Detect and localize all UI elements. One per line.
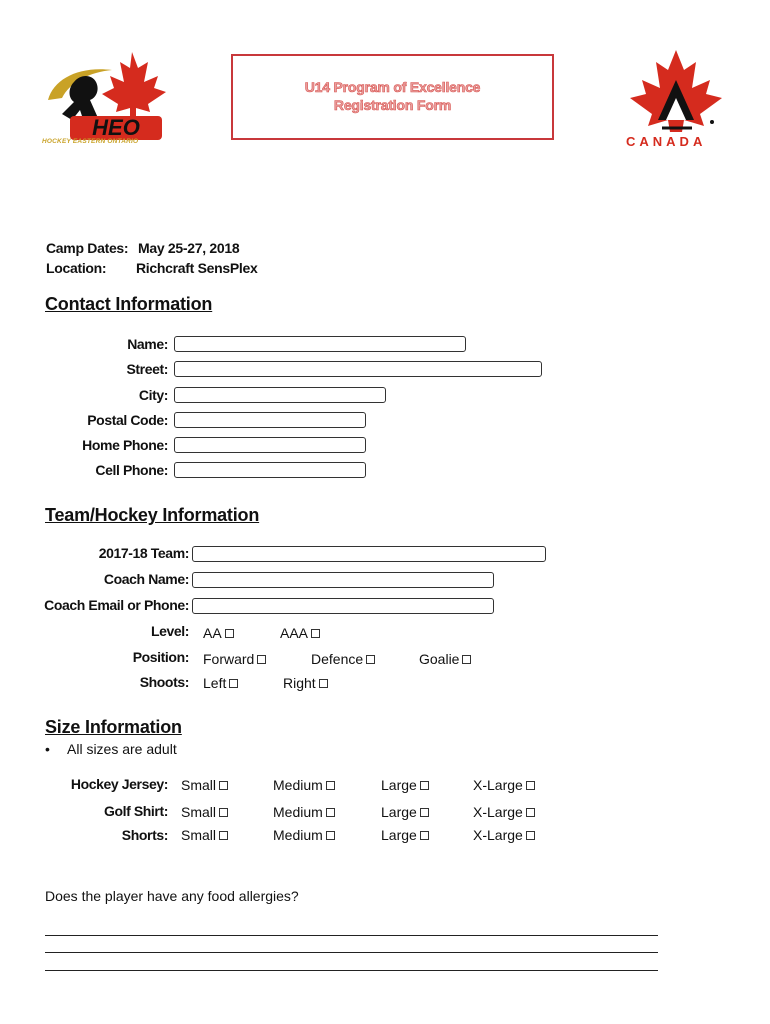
coach-name-field[interactable] — [192, 572, 494, 588]
checkbox[interactable] — [219, 781, 228, 790]
checkbox[interactable] — [219, 808, 228, 817]
level-option-aaa[interactable]: AAA — [280, 625, 320, 641]
coach-contact-field[interactable] — [192, 598, 494, 614]
checkbox[interactable] — [326, 808, 335, 817]
camp-location-value: Richcraft SensPlex — [136, 260, 258, 276]
position-option-goalie[interactable]: Goalie — [419, 651, 471, 667]
jersey-size-xlarge[interactable]: X-Large — [473, 777, 535, 793]
cell-phone-label: Cell Phone: — [95, 462, 168, 478]
checkbox[interactable] — [319, 679, 328, 688]
position-label: Position: — [132, 649, 189, 665]
position-option-forward[interactable]: Forward — [203, 651, 266, 667]
allergies-answer-line-3[interactable] — [45, 970, 658, 971]
checkbox[interactable] — [326, 831, 335, 840]
home-phone-label: Home Phone: — [82, 437, 168, 453]
level-option-aa[interactable]: AA — [203, 625, 234, 641]
hockey-canada-logo — [622, 48, 730, 152]
checkbox[interactable] — [420, 808, 429, 817]
shorts-size-large[interactable]: Large — [381, 827, 429, 843]
home-phone-field[interactable] — [174, 437, 366, 453]
heo-logo — [40, 48, 172, 148]
golf-size-medium[interactable]: Medium — [273, 804, 335, 820]
checkbox[interactable] — [229, 679, 238, 688]
shorts-size-xlarge[interactable]: X-Large — [473, 827, 535, 843]
postal-code-field[interactable] — [174, 412, 366, 428]
checkbox[interactable] — [225, 629, 234, 638]
shorts-label: Shorts: — [121, 827, 168, 843]
hockey-jersey-label: Hockey Jersey: — [70, 776, 168, 792]
name-field[interactable] — [174, 336, 466, 352]
street-label: Street: — [126, 361, 168, 377]
team-field[interactable] — [192, 546, 546, 562]
team-heading: Team/Hockey Information — [45, 505, 260, 525]
cell-phone-field[interactable] — [174, 462, 366, 478]
checkbox[interactable] — [526, 808, 535, 817]
checkbox[interactable] — [420, 781, 429, 790]
checkbox[interactable] — [526, 781, 535, 790]
team-label: 2017-18 Team: — [98, 545, 189, 561]
jersey-size-large[interactable]: Large — [381, 777, 429, 793]
golf-size-xlarge[interactable]: X-Large — [473, 804, 535, 820]
golf-size-large[interactable]: Large — [381, 804, 429, 820]
camp-dates-label: Camp Dates: — [46, 240, 129, 256]
title-line-1: U14 Program of Excellence — [304, 79, 481, 95]
heo-logo-subtext: HOCKEY EASTERN ONTARIO — [42, 138, 139, 145]
allergies-answer-line-1[interactable] — [45, 935, 658, 936]
shoots-option-right[interactable]: Right — [283, 675, 328, 691]
checkbox[interactable] — [326, 781, 335, 790]
golf-size-small[interactable]: Small — [181, 804, 228, 820]
jersey-size-small[interactable]: Small — [181, 777, 228, 793]
contact-heading: Contact Information — [45, 294, 213, 314]
checkbox[interactable] — [526, 831, 535, 840]
coach-contact-label: Coach Email or Phone: — [44, 597, 189, 613]
allergies-question: Does the player have any food allergies? — [45, 888, 299, 904]
size-heading: Size Information — [45, 717, 182, 737]
shoots-label: Shoots: — [139, 674, 189, 690]
level-label: Level: — [150, 623, 189, 639]
city-field[interactable] — [174, 387, 386, 403]
title-line-2: Registration Form — [333, 97, 452, 113]
title-box — [231, 54, 554, 140]
checkbox[interactable] — [366, 655, 375, 664]
postal-code-label: Postal Code: — [87, 412, 168, 428]
size-note: • All sizes are adult — [45, 741, 177, 757]
allergies-answer-line-2[interactable] — [45, 952, 658, 953]
checkbox[interactable] — [311, 629, 320, 638]
bullet-icon: • — [45, 741, 50, 757]
camp-dates-value: May 25-27, 2018 — [138, 240, 240, 256]
camp-location-label: Location: — [46, 260, 107, 276]
jersey-size-medium[interactable]: Medium — [273, 777, 335, 793]
checkbox[interactable] — [219, 831, 228, 840]
shoots-option-left[interactable]: Left — [203, 675, 238, 691]
checkbox[interactable] — [420, 831, 429, 840]
checkbox[interactable] — [257, 655, 266, 664]
golf-shirt-label: Golf Shirt: — [103, 803, 168, 819]
coach-name-label: Coach Name: — [103, 571, 189, 587]
position-option-defence[interactable]: Defence — [311, 651, 375, 667]
street-field[interactable] — [174, 361, 542, 377]
name-label: Name: — [127, 336, 168, 352]
canada-wordmark: CANADA — [626, 134, 707, 149]
svg-text:HEO: HEO — [92, 115, 140, 140]
city-label: City: — [138, 387, 168, 403]
shorts-size-small[interactable]: Small — [181, 827, 228, 843]
checkbox[interactable] — [462, 655, 471, 664]
shorts-size-medium[interactable]: Medium — [273, 827, 335, 843]
